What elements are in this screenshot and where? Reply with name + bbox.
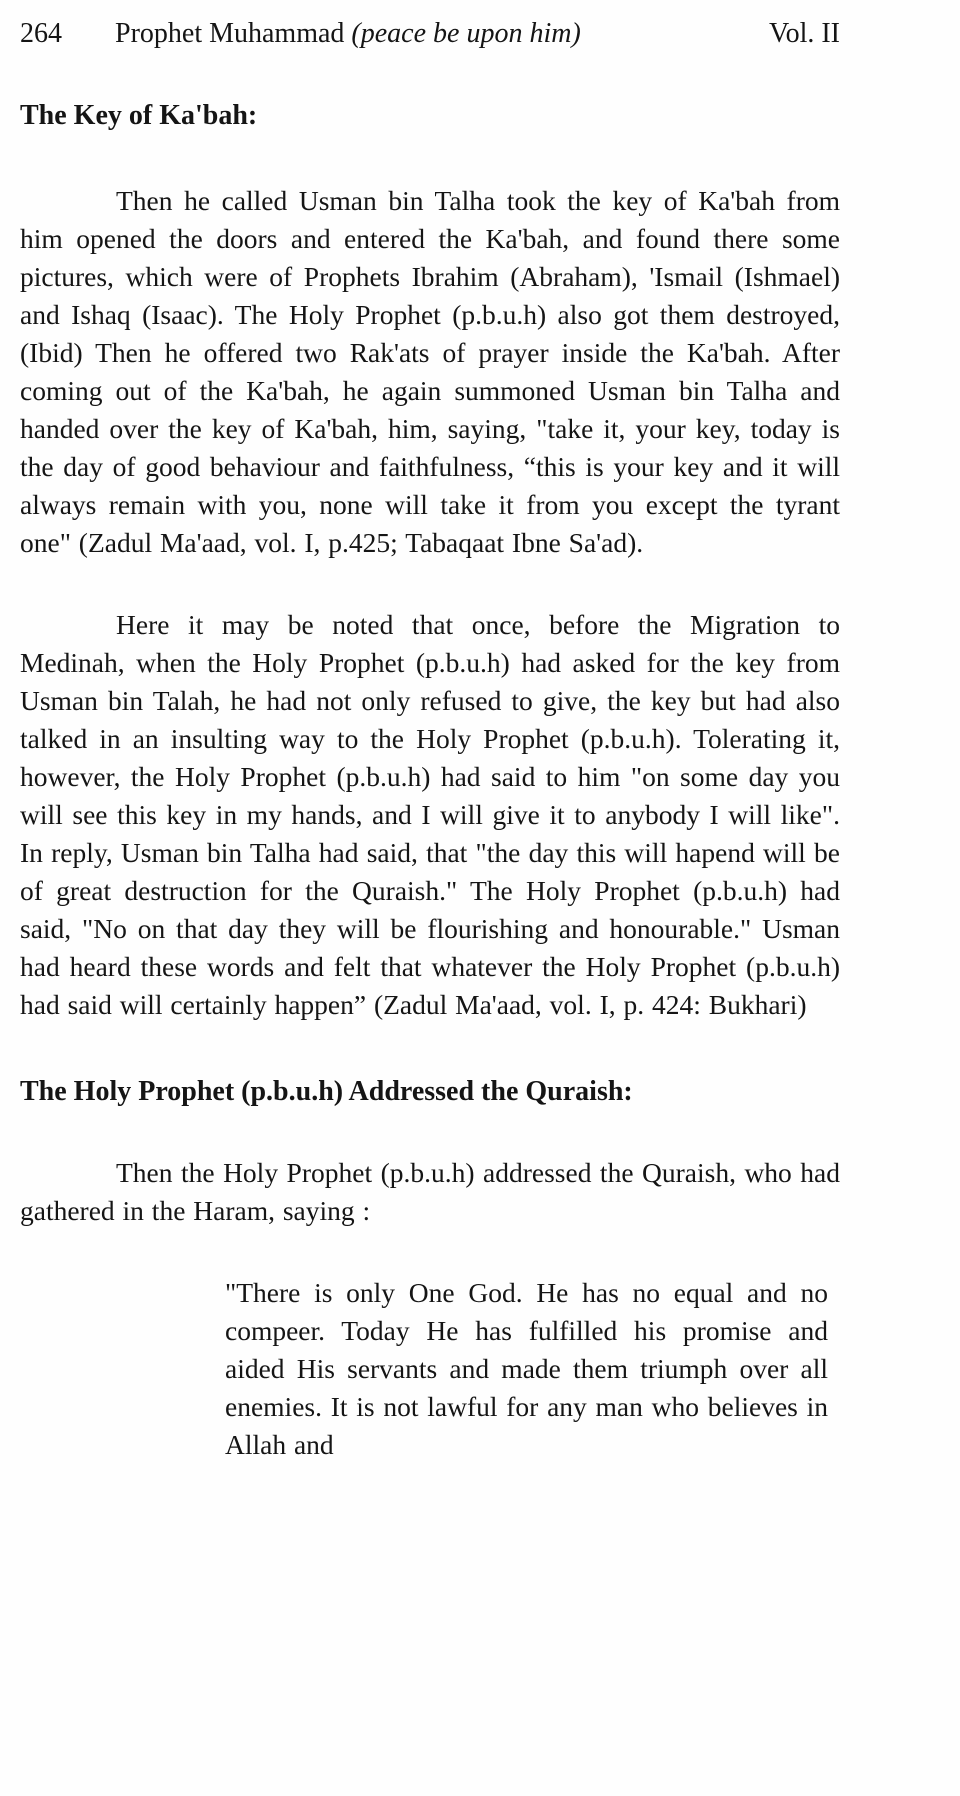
paragraph-key-handover: Then he called Usman bin Talha took the key of Ka'bah from him opened the doors and entered the Ka'bah, and found there some pictures, which were of Prophets Ibrahim (Abraham), 'Ismail (Ishmael) and Ishaq (Isaac). The Holy Prophet (p.b.u.h) also got them destroyed, (Ibid) Then he offered two Rak'ats of prayer inside the Ka'bah. After coming out of the Ka'bah, he again summoned Usman bin Talha and handed over the key of Ka'bah, him, saying, "take it, your key, today is the day of good behaviour and faithfulness, “this is your key and it will always remain with you, none will take it from you except the tyrant one" (Zadul Ma'aad, vol. I, p.425; Tabaqaat Ibne Sa'ad). <box>20 185 840 558</box>
running-title-regular: Prophet Muhammad <box>115 18 352 49</box>
paragraph-addressed-quraish: Then the Holy Prophet (p.b.u.h) addressed the Quraish, who had gathered in the Haram, saying : <box>20 1157 840 1226</box>
running-title-italic: (peace be upon him) <box>351 18 581 49</box>
paragraph-before-migration: Here it may be noted that once, before the Migration to Medinah, when the Holy Prophet (p.b.u.h) had asked for the key from Usman bin Talah, he had not only refused to give, the key but had also talked in an insulting way to the Holy Prophet (p.b.u.h). Tolerating it, however, the Holy Prophet (p.b.u.h) had said to him "on some day you will see this key in my hands, and I will give it to anybody I will like". In reply, Usman bin Talha had said, that "the day this will hapend will be of great destruction for the Quraish." The Holy Prophet (p.b.u.h) had said, "No on that day they will be flourishing and honourable." Usman had heard these words and felt that whatever the Holy Prophet (p.b.u.h) had said will certainly happen” (Zadul Ma'aad, vol. I, p. 424: Bukhari) <box>20 609 840 1020</box>
quotation-one-god: "There is only One God. He has no equal and no compeer. Today He has fulfilled his promise and aided His servants and made them triumph over all enemies. It is not lawful for any man who believes in Allah and <box>225 1277 828 1460</box>
page-number: 264 <box>20 18 62 49</box>
running-title <box>115 16 769 52</box>
volume-label: Vol. II <box>768 18 840 49</box>
page-header <box>20 16 840 52</box>
section-heading-addressed-quraish: The Holy Prophet (p.b.u.h) Addressed the Quraish: <box>20 1076 633 1107</box>
section-heading-key-of-kabah: The Key of Ka'bah: <box>20 100 258 131</box>
